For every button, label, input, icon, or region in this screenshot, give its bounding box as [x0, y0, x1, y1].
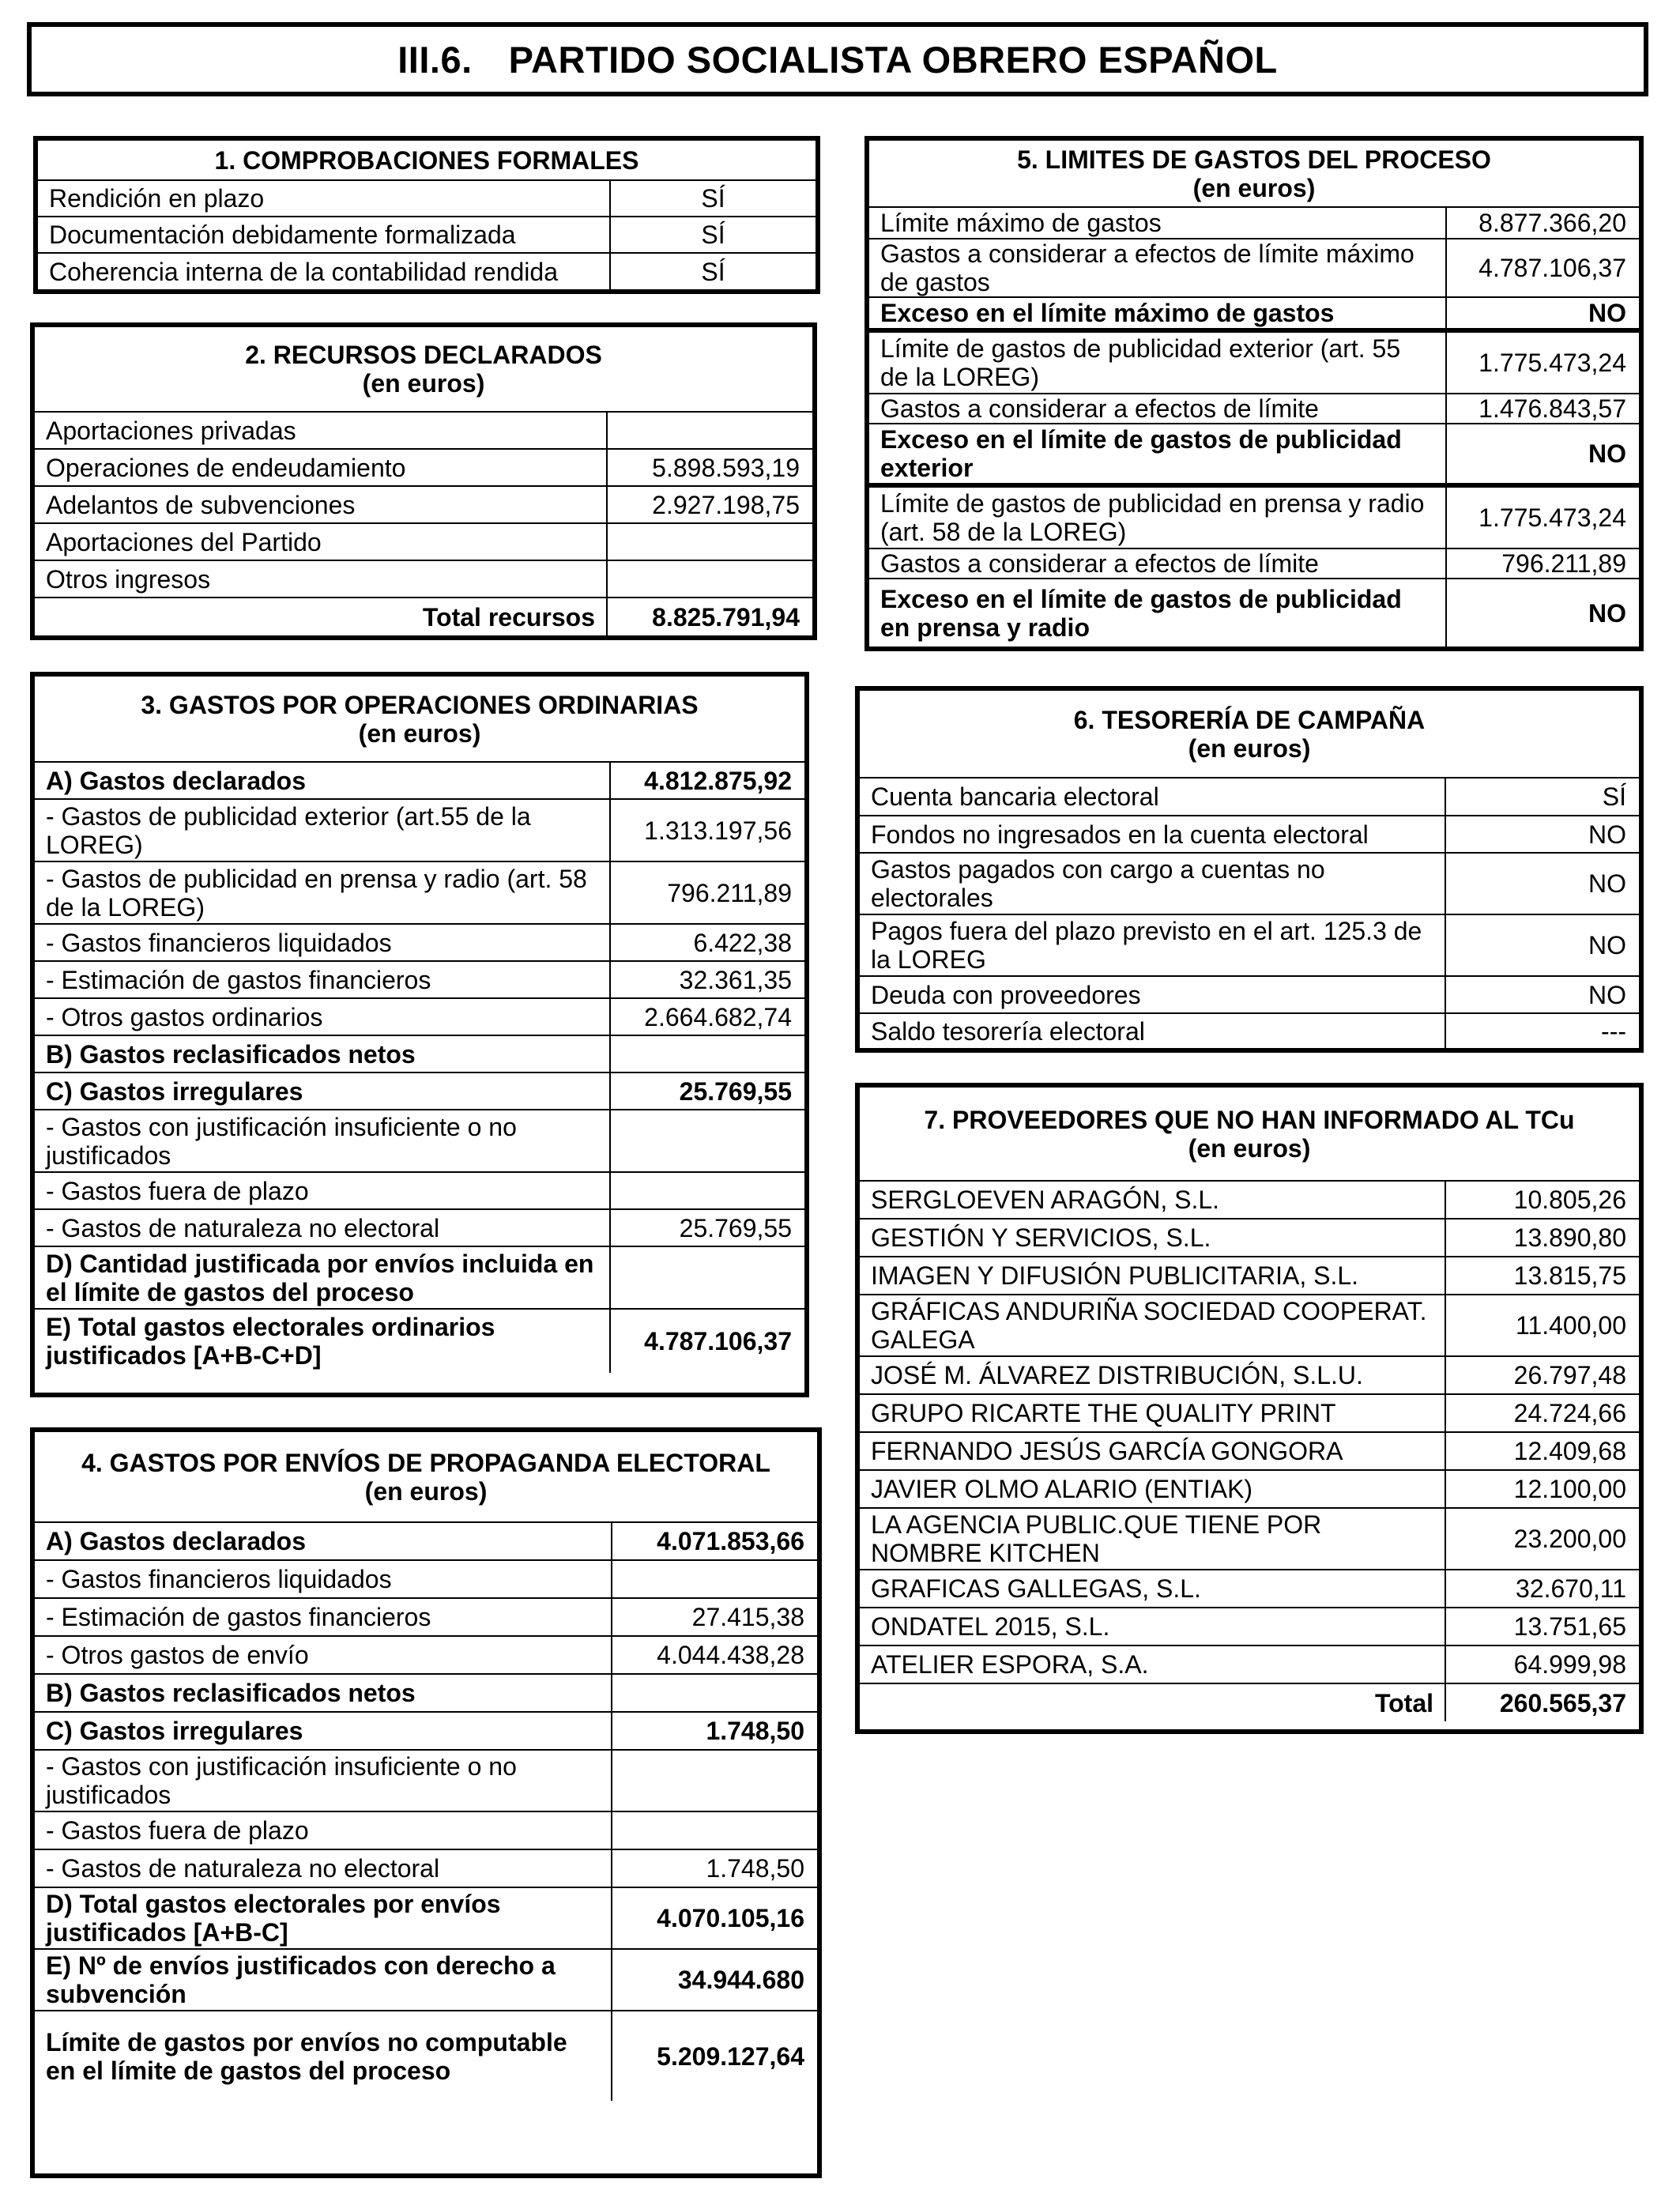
table-proveedores: [860, 1088, 1639, 1721]
row-value: [612, 1750, 817, 1811]
row-value: 2.927.198,75: [607, 486, 812, 523]
row-label: - Gastos de publicidad exterior (art.55 de la LOREG): [35, 799, 610, 861]
section-5-title: 5. LIMITES DE GASTOS DEL PROCESO (en euros): [869, 141, 1639, 207]
row-label: C) Gastos irregulares: [35, 1712, 612, 1750]
row-value: NO: [1445, 914, 1639, 976]
section-recursos-declarados: [30, 322, 817, 640]
row-label: Límite de gastos de publicidad exterior (art. 55 de la LOREG): [869, 330, 1446, 394]
row-label: - Otros gastos de envío: [35, 1636, 612, 1674]
row-value: 796.211,89: [610, 861, 804, 924]
row-label: Aportaciones privadas: [35, 412, 607, 449]
row-value: NO: [1445, 976, 1639, 1013]
row-value: 4.044.438,28: [612, 1636, 817, 1674]
supplier-amount: 64.999,98: [1445, 1646, 1639, 1683]
row-label: Límite máximo de gastos: [869, 207, 1446, 239]
row-value: 4.787.106,37: [610, 1309, 804, 1373]
row-label: Rendición en plazo: [38, 180, 610, 217]
total-value: 8.825.791,94: [607, 598, 812, 635]
row-label: - Gastos con justificación insuficiente o no justificados: [35, 1750, 612, 1811]
row-label: - Otros gastos ordinarios: [35, 998, 610, 1035]
section-1-title: 1. COMPROBACIONES FORMALES: [38, 141, 816, 180]
row-label: Deuda con proveedores: [860, 976, 1445, 1013]
row-label: - Estimación de gastos financieros: [35, 961, 610, 998]
row-label: E) Nº de envíos justificados con derecho a subvención: [35, 1949, 612, 2011]
row-value: NO: [1445, 853, 1639, 914]
section-tesoreria: [855, 686, 1644, 1053]
row-value: 4.812.875,92: [610, 762, 804, 799]
row-label: Límite de gastos por envíos no computable en el límite de gastos del proceso: [35, 2011, 612, 2101]
section-limites-gastos: [864, 136, 1644, 651]
row-label: B) Gastos reclasificados netos: [35, 1674, 612, 1712]
row-value: 8.877.366,20: [1446, 207, 1639, 239]
supplier-name: GESTIÓN Y SERVICIOS, S.L.: [860, 1219, 1445, 1257]
row-label: Pagos fuera del plazo previsto en el art. 125.3 de la LOREG: [860, 914, 1445, 976]
section-4-title: 4. GASTOS POR ENVÍOS DE PROPAGANDA ELECTORAL (en euros): [35, 1432, 817, 1522]
supplier-amount: 26.797,48: [1445, 1356, 1639, 1394]
section-6-title: 6. TESORERÍA DE CAMPAÑA (en euros): [860, 691, 1639, 778]
row-label: Exceso en el límite de gastos de publicidad en prensa y radio: [869, 579, 1446, 647]
row-label: - Gastos de naturaleza no electoral: [35, 1849, 612, 1887]
row-value: 1.775.473,24: [1446, 485, 1639, 548]
row-label: - Gastos con justificación insuficiente o no justificados: [35, 1110, 610, 1172]
supplier-amount: 12.409,68: [1445, 1432, 1639, 1470]
row-value: NO: [1446, 297, 1639, 330]
section-gastos-envios: [30, 1427, 822, 2178]
supplier-amount: 10.805,26: [1445, 1181, 1639, 1219]
section-proveedores: [855, 1083, 1644, 1734]
table-tesoreria: [860, 691, 1639, 1048]
supplier-name: SERGLOEVEN ARAGÓN, S.L.: [860, 1181, 1445, 1219]
row-value: 4.070.105,16: [612, 1887, 817, 1949]
document-title: [27, 22, 1648, 96]
row-label: Adelantos de subvenciones: [35, 486, 607, 523]
row-value: 1.748,50: [612, 1849, 817, 1887]
total-label: Total: [860, 1683, 1445, 1721]
supplier-amount: 13.751,65: [1445, 1608, 1639, 1646]
row-value: NO: [1445, 816, 1639, 853]
row-label: - Gastos de naturaleza no electoral: [35, 1209, 610, 1246]
row-label: - Gastos fuera de plazo: [35, 1172, 610, 1209]
section-3-title: 3. GASTOS POR OPERACIONES ORDINARIAS (en euros): [35, 677, 804, 762]
row-value: 32.361,35: [610, 961, 804, 998]
row-value: ---: [1445, 1013, 1639, 1048]
supplier-name: JAVIER OLMO ALARIO (ENTIAK): [860, 1470, 1445, 1508]
row-value: 1.313.197,56: [610, 799, 804, 861]
row-label: - Gastos financieros liquidados: [35, 924, 610, 961]
total-label: Total recursos: [35, 598, 607, 635]
row-label: Gastos a considerar a efectos de límite: [869, 394, 1446, 424]
row-value: 5.209.127,64: [612, 2011, 817, 2101]
row-label: Otros ingresos: [35, 560, 607, 598]
row-value: NO: [1446, 579, 1639, 647]
row-value: [607, 560, 812, 598]
section-7-title: 7. PROVEEDORES QUE NO HAN INFORMADO AL TCu (en euros): [860, 1088, 1639, 1181]
row-label: Documentación debidamente formalizada: [38, 217, 610, 253]
row-label: Operaciones de endeudamiento: [35, 449, 607, 486]
row-value: 796.211,89: [1446, 548, 1639, 579]
row-value: SÍ: [1445, 778, 1639, 816]
table-recursos: [35, 327, 812, 635]
supplier-amount: 23.200,00: [1445, 1508, 1639, 1570]
table-limites: [869, 141, 1639, 647]
supplier-amount: 13.890,80: [1445, 1219, 1639, 1257]
title-number: III.6.: [397, 38, 473, 81]
row-value: SÍ: [610, 180, 816, 217]
row-value: 4.071.853,66: [612, 1522, 817, 1560]
row-value: [610, 1110, 804, 1172]
row-label: B) Gastos reclasificados netos: [35, 1035, 610, 1072]
row-value: 2.664.682,74: [610, 998, 804, 1035]
row-value: [610, 1246, 804, 1309]
total-value: 260.565,37: [1445, 1683, 1639, 1721]
supplier-name: ONDATEL 2015, S.L.: [860, 1608, 1445, 1646]
row-label: - Gastos financieros liquidados: [35, 1560, 612, 1598]
row-value: 25.769,55: [610, 1072, 804, 1110]
row-value: NO: [1446, 424, 1639, 485]
section-gastos-ordinarias: [30, 672, 809, 1397]
supplier-amount: 12.100,00: [1445, 1470, 1639, 1508]
supplier-name: GRUPO RICARTE THE QUALITY PRINT: [860, 1394, 1445, 1432]
section-2-title: 2. RECURSOS DECLARADOS (en euros): [35, 327, 812, 412]
row-value: 25.769,55: [610, 1209, 804, 1246]
row-label: A) Gastos declarados: [35, 1522, 612, 1560]
row-value: 1.476.843,57: [1446, 394, 1639, 424]
supplier-name: GRAFICAS GALLEGAS, S.L.: [860, 1570, 1445, 1608]
row-label: C) Gastos irregulares: [35, 1072, 610, 1110]
row-value: 6.422,38: [610, 924, 804, 961]
row-value: 4.787.106,37: [1446, 239, 1639, 297]
supplier-name: ATELIER ESPORA, S.A.: [860, 1646, 1445, 1683]
row-value: SÍ: [610, 253, 816, 289]
row-value: 27.415,38: [612, 1598, 817, 1636]
row-label: Gastos a considerar a efectos de límite máximo de gastos: [869, 239, 1446, 297]
supplier-name: JOSÉ M. ÁLVAREZ DISTRIBUCIÓN, S.L.U.: [860, 1356, 1445, 1394]
row-label: D) Cantidad justificada por envíos incluida en el límite de gastos del proceso: [35, 1246, 610, 1309]
row-label: Exceso en el límite máximo de gastos: [869, 297, 1446, 330]
row-value: [610, 1035, 804, 1072]
row-value: [607, 412, 812, 449]
row-label: E) Total gastos electorales ordinarios justificados [A+B-C+D]: [35, 1309, 610, 1373]
supplier-name: LA AGENCIA PUBLIC.QUE TIENE POR NOMBRE KITCHEN: [860, 1508, 1445, 1570]
table-gastos-ordinarias: [35, 677, 804, 1373]
table-comprobaciones: [38, 141, 816, 289]
row-label: Aportaciones del Partido: [35, 523, 607, 560]
row-label: Saldo tesorería electoral: [860, 1013, 1445, 1048]
table-gastos-envios: [35, 1432, 817, 2101]
row-label: A) Gastos declarados: [35, 762, 610, 799]
row-value: [612, 1674, 817, 1712]
row-label: Fondos no ingresados en la cuenta electoral: [860, 816, 1445, 853]
supplier-name: FERNANDO JESÚS GARCÍA GONGORA: [860, 1432, 1445, 1470]
row-value: [612, 1560, 817, 1598]
row-value: 34.944.680: [612, 1949, 817, 2011]
row-label: Gastos pagados con cargo a cuentas no electorales: [860, 853, 1445, 914]
title-text: PARTIDO SOCIALISTA OBRERO ESPAÑOL: [508, 38, 1278, 81]
row-value: [610, 1172, 804, 1209]
supplier-amount: 24.724,66: [1445, 1394, 1639, 1432]
row-label: Cuenta bancaria electoral: [860, 778, 1445, 816]
row-label: - Gastos fuera de plazo: [35, 1811, 612, 1849]
row-value: 1.748,50: [612, 1712, 817, 1750]
supplier-name: IMAGEN Y DIFUSIÓN PUBLICITARIA, S.L.: [860, 1257, 1445, 1295]
supplier-amount: 32.670,11: [1445, 1570, 1639, 1608]
row-label: - Estimación de gastos financieros: [35, 1598, 612, 1636]
row-label: - Gastos de publicidad en prensa y radio (art. 58 de la LOREG): [35, 861, 610, 924]
row-label: Límite de gastos de publicidad en prensa y radio (art. 58 de la LOREG): [869, 485, 1446, 548]
row-label: Coherencia interna de la contabilidad rendida: [38, 253, 610, 289]
row-label: Exceso en el límite de gastos de publicidad exterior: [869, 424, 1446, 485]
supplier-name: GRÁFICAS ANDURIÑA SOCIEDAD COOPERAT. GALEGA: [860, 1295, 1445, 1356]
row-value: [612, 1811, 817, 1849]
row-value: [607, 523, 812, 560]
supplier-amount: 13.815,75: [1445, 1257, 1639, 1295]
supplier-amount: 11.400,00: [1445, 1295, 1639, 1356]
row-value: 5.898.593,19: [607, 449, 812, 486]
section-comprobaciones-formales: [33, 136, 820, 294]
row-value: 1.775.473,24: [1446, 330, 1639, 394]
row-label: Gastos a considerar a efectos de límite: [869, 548, 1446, 579]
row-label: D) Total gastos electorales por envíos justificados [A+B-C]: [35, 1887, 612, 1949]
row-value: SÍ: [610, 217, 816, 253]
